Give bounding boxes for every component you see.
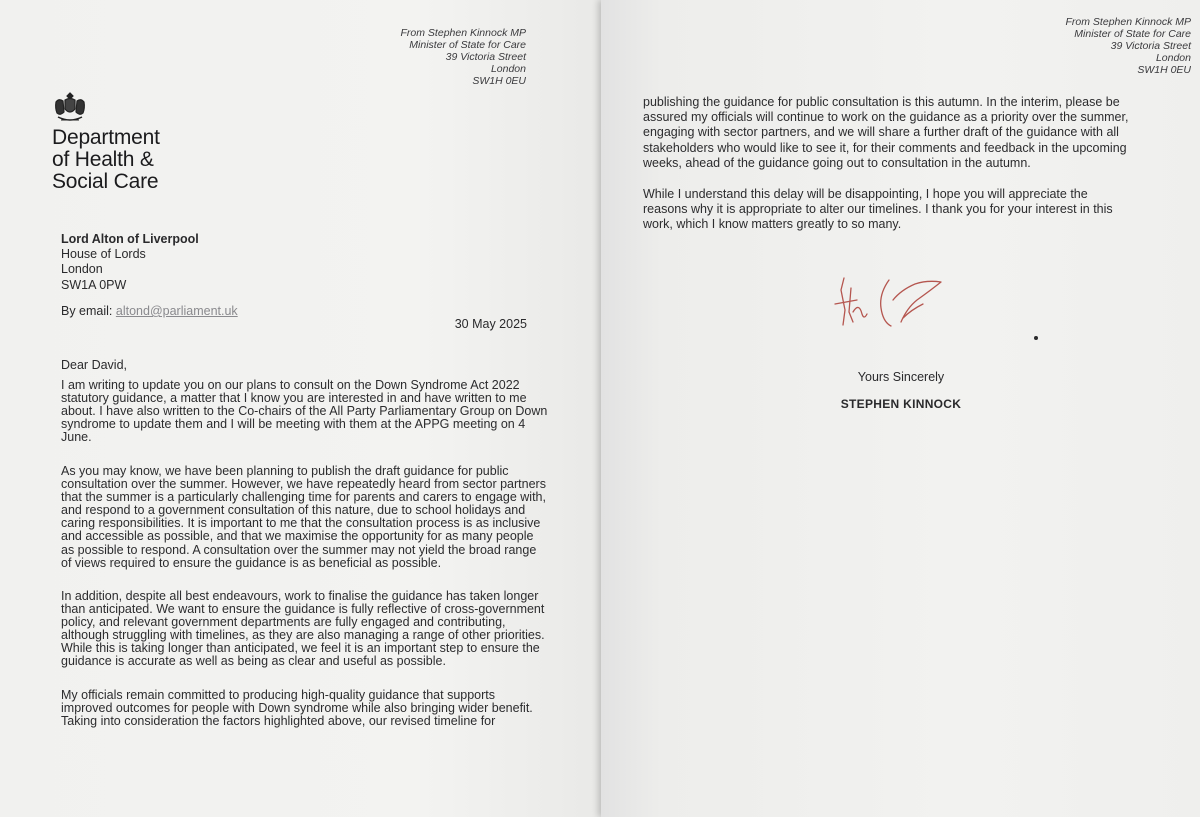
royal-coat-of-arms-icon: [50, 92, 90, 126]
recipient-address-line: London: [61, 262, 103, 277]
sender-line: Minister of State for Care: [409, 39, 526, 51]
body-paragraph: As you may know, we have been planning to publish the draft guidance for public consultation over the summer. However, we have repeatedly heard from sector partners that the summer is a particularly challenging time for parents and carers to engage with, and respond to a government consultation of this nature, due to school holidays and caring responsibilities. It is important to me that the consultation process is as inclusive and accessible as possible, and that we maximise the opportunity for as many people as possible to respond. A consultation over the summer may not yield the broad range of views required to ensure the guidance is as beneficial as possible.: [61, 464, 546, 570]
sender-address-block: [981, 16, 1191, 76]
logo-line: Department: [52, 126, 160, 149]
sender-line: 39 Victoria Street: [1110, 40, 1191, 52]
body-paragraph: My officials remain committed to producing high-quality guidance that supports improved outcomes for people with Down syndrome while also bringing wider benefit. Taking into consideration the factors highlighted above, our revised timeline for: [61, 688, 533, 729]
body-paragraph: publishing the guidance for public consultation is this autumn. In the interim, please be assured my officials will continue to work on the guidance as a priority over the summer, engaging with sector partners, and we will share a further draft of the guidance with all stakeholders who would like to see it, for their comments and feedback in the upcoming weeks, ahead of the guidance going out to consultation in the autumn.: [643, 95, 1129, 170]
sender-line: London: [1155, 52, 1191, 64]
sender-line: Minister of State for Care: [1074, 28, 1191, 40]
body-paragraph: I am writing to update you on our plans to consult on the Down Syndrome Act 2022 statutory guidance, a matter that I know you are interested in and have written to me about. I have also written to the Co-chairs of the All Party Parliamentary Group on Down syndrome to update them and I will be meeting with them at the APPG meeting on 4 June.: [61, 378, 548, 445]
recipient-name: Lord Alton of Liverpool: [61, 232, 199, 246]
department-logo-wordmark: [52, 127, 160, 193]
letter-page-2: [601, 0, 1200, 817]
recipient-address-block: [61, 232, 199, 293]
body-paragraph: While I understand this delay will be disappointing, I hope you will appreciate the reasons why it is appropriate to alter our timelines. I thank you for your interest in this work, which I know matters greatly to so many.: [643, 187, 1113, 232]
logo-line: Social Care: [52, 170, 159, 193]
closing-line: Yours Sincerely: [857, 370, 945, 384]
sender-line: From Stephen Kinnock MP: [1065, 16, 1191, 28]
sender-line: SW1H 0EU: [472, 75, 526, 87]
sender-line: London: [490, 63, 526, 75]
email-label: By email:: [61, 304, 116, 318]
sender-line: From Stephen Kinnock MP: [400, 27, 526, 39]
signatory-name: STEPHEN KINNOCK: [840, 397, 962, 411]
recipient-address-line: House of Lords: [61, 247, 146, 262]
email-line: [61, 304, 238, 318]
ink-speck: [1034, 336, 1038, 340]
handwritten-signature: [831, 270, 971, 340]
logo-line: of Health &: [52, 148, 154, 171]
salutation: Dear David,: [61, 358, 127, 372]
email-link[interactable]: altond@parliament.uk: [115, 304, 238, 318]
recipient-address-line: SW1A 0PW: [61, 277, 127, 292]
body-paragraph: In addition, despite all best endeavours, work to finalise the guidance has taken longer than anticipated. We want to ensure the guidance is fully reflective of cross-government policy, and relevant government departments are fully engaged and contributing, although struggling with timelines, as they are also managing a range of other priorities. While this is taking longer than anticipated, we feel it is an important step to ensure the guidance is accurate as well as being as clear and useful as possible.: [61, 589, 545, 669]
sender-line: SW1H 0EU: [1137, 64, 1191, 76]
letter-date: 30 May 2025: [454, 317, 527, 331]
sender-line: 39 Victoria Street: [445, 51, 526, 63]
sender-address-block: [300, 27, 526, 87]
